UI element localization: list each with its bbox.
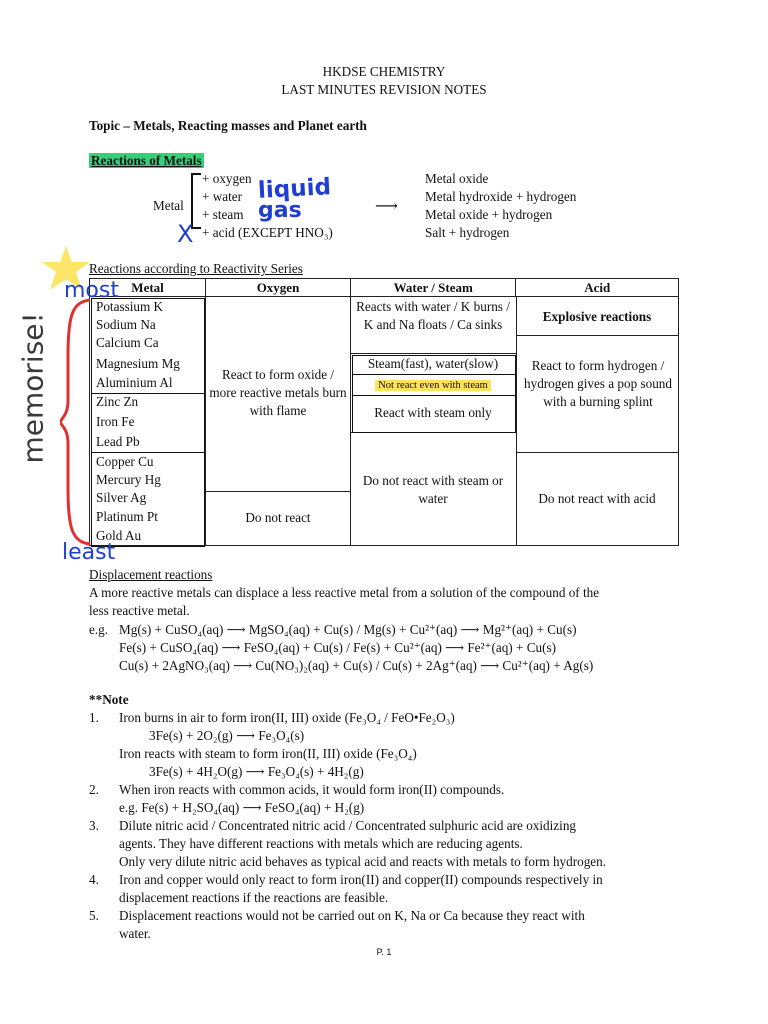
note-1-line-a: Iron burns in air to form iron(II, III) oxide (Fe₃O₄ / FeO•Fe₂O₃)	[119, 710, 455, 725]
handwritten-memorise: memorise!	[16, 312, 50, 464]
note-4-line-b: displacement reactions if the reactions are feasible.	[119, 890, 389, 905]
col-header-acid: Acid	[516, 279, 679, 297]
displacement-line2: less reactive metal.	[89, 603, 190, 618]
note-2-line-b: e.g. Fe(s) + H₂SO₄(aq) ⟶ FeSO₄(aq) + H₂(g)	[119, 800, 365, 815]
handwritten-least: least	[62, 540, 116, 565]
reagent-steam: + steam	[202, 207, 244, 222]
topic-heading: Topic – Metals, Reacting masses and Planet earth	[89, 118, 367, 133]
water-mg-cell: Steam(fast), water(slow)	[367, 356, 499, 371]
note-2-number: 2.	[89, 782, 99, 797]
displacement-heading: Displacement reactions	[89, 567, 213, 582]
col-header-oxygen: Oxygen	[206, 279, 351, 297]
displacement-eq1: Mg(s) + CuSO₄(aq) ⟶ MgSO₄(aq) + Cu(s) / Mg(s) + Cu²⁺(aq) ⟶ Mg²⁺(aq) + Cu(s)	[119, 622, 577, 637]
note-5-number: 5.	[89, 908, 99, 923]
table-divider-metal	[205, 296, 206, 546]
metal-gold: Gold Au	[96, 528, 142, 543]
note-1-line-b: 3Fe(s) + 2O₂(g) ⟶ Fe₃O₄(s)	[149, 728, 305, 743]
note-3-number: 3.	[89, 818, 99, 833]
acid-explosive-cell: Explosive reactions	[542, 309, 652, 324]
displacement-line1: A more reactive metals can displace a less reactive metal from a solution of the compound of the	[89, 585, 600, 600]
acid-react-cell: React to form hydrogen / hydrogen gives a pop sound with a burning splint	[524, 358, 672, 409]
displacement-eq3: Cu(s) + 2AgNO₃(aq) ⟶ Cu(NO₃)₂(aq) + Cu(s) / Cu(s) + 2Ag⁺(aq) ⟶ Cu²⁺(aq) + Ag(s)	[119, 658, 594, 673]
note-3-line-c: Only very dilute nitric acid behaves as typical acid and reacts with metals to form hydrogen.	[119, 854, 607, 869]
metal-calcium: Calcium Ca	[96, 335, 159, 350]
reactivity-table	[89, 278, 679, 297]
note-1-line-d: 3Fe(s) + 4H₂O(g) ⟶ Fe₃O₄(s) + 4H₂(g)	[149, 764, 364, 779]
col-header-water: Water / Steam	[350, 279, 516, 297]
doc-subtitle: LAST MINUTES REVISION NOTES	[281, 82, 487, 97]
water-steam-cell: React with steam only	[374, 405, 492, 420]
oxygen-none-cell: Do not react	[245, 510, 311, 525]
metal-copper: Copper Cu	[96, 454, 154, 469]
water-kna-cell: Reacts with water / K burns / K and Na floats / Ca sinks	[356, 299, 510, 332]
handwritten-most: most	[64, 278, 119, 303]
note-3-line-b: agents. They have different reactions with metals which are reducing agents.	[119, 836, 523, 851]
product-oxide: Metal oxide	[425, 171, 489, 186]
reagent-oxygen: + oxygen	[202, 171, 252, 186]
water-none-cell: Do not react with steam or water	[362, 473, 504, 506]
page-number: P. 1	[376, 947, 392, 957]
displacement-eq2: Fe(s) + CuSO₄(aq) ⟶ FeSO₄(aq) + Cu(s) / Fe(s) + Cu²⁺(aq) ⟶ Fe²⁺(aq) + Cu(s)	[119, 640, 557, 655]
table-divider-oxygen	[350, 296, 351, 546]
note-2-line-a: When iron reacts with common acids, it would form iron(II) compounds.	[119, 782, 505, 797]
water-row-divider-1	[350, 353, 516, 354]
metal-mercury: Mercury Hg	[96, 472, 161, 487]
handwritten-liquid: liquid	[257, 174, 332, 204]
metal-sodium: Sodium Na	[96, 317, 156, 332]
product-oxide-hydrogen: Metal oxide + hydrogen	[425, 207, 553, 222]
water-al-cell: Not react even with steam	[352, 375, 514, 395]
col-header-metal: Metal	[90, 279, 206, 297]
metal-platinum: Platinum Pt	[96, 509, 158, 524]
metal-aluminium: Aluminium Al	[96, 375, 173, 390]
acid-none-cell: Do not react with acid	[538, 491, 656, 506]
metal-label: Metal	[153, 198, 184, 213]
table-divider-water	[516, 296, 517, 546]
metal-iron: Iron Fe	[96, 414, 135, 429]
reaction-arrow: ⟶	[375, 198, 398, 215]
table-caption: Reactions according to Reactivity Series	[89, 261, 303, 276]
handwritten-cross: X	[177, 220, 194, 248]
oxygen-react-cell: React to form oxide / more reactive metals burn with flame	[209, 367, 347, 418]
metal-potassium: Potassium K	[96, 299, 164, 314]
red-bracket-icon	[60, 296, 92, 548]
note-5-line-b: water.	[119, 926, 151, 941]
acid-row-divider-2	[516, 452, 678, 453]
note-1-number: 1.	[89, 710, 99, 725]
metal-zinc: Zinc Zn	[96, 394, 139, 409]
note-4-number: 4.	[89, 872, 99, 887]
oxygen-row-divider	[205, 491, 350, 492]
note-3-line-a: Dilute nitric acid / Concentrated nitric acid / Concentrated sulphuric acid are oxidizing	[119, 818, 577, 833]
product-salt: Salt + hydrogen	[425, 225, 510, 240]
note-5-line-a: Displacement reactions would not be carried out on K, Na or Ca because they react with	[119, 908, 585, 923]
metal-silver: Silver Ag	[96, 490, 147, 505]
handwritten-gas: gas	[258, 198, 302, 223]
product-hydroxide: Metal hydroxide + hydrogen	[425, 189, 577, 204]
reagent-water: + water	[202, 189, 243, 204]
displacement-eg: e.g.	[89, 622, 109, 637]
note-4-line-a: Iron and copper would only react to form iron(II) and copper(II) compounds respectively in	[119, 872, 603, 887]
acid-row-divider-1	[516, 335, 678, 336]
notes-heading: **Note	[89, 692, 129, 707]
section-heading-reactions: Reactions of Metals	[91, 153, 202, 168]
table-border-right	[678, 296, 679, 546]
reagent-acid: + acid (EXCEPT HNO₃)	[202, 225, 333, 240]
doc-title: HKDSE CHEMISTRY	[322, 64, 446, 79]
metal-magnesium: Magnesium Mg	[96, 356, 180, 371]
metal-lead: Lead Pb	[96, 434, 140, 449]
note-1-line-c: Iron reacts with steam to form iron(II, III) oxide (Fe₃O₄)	[119, 746, 417, 761]
